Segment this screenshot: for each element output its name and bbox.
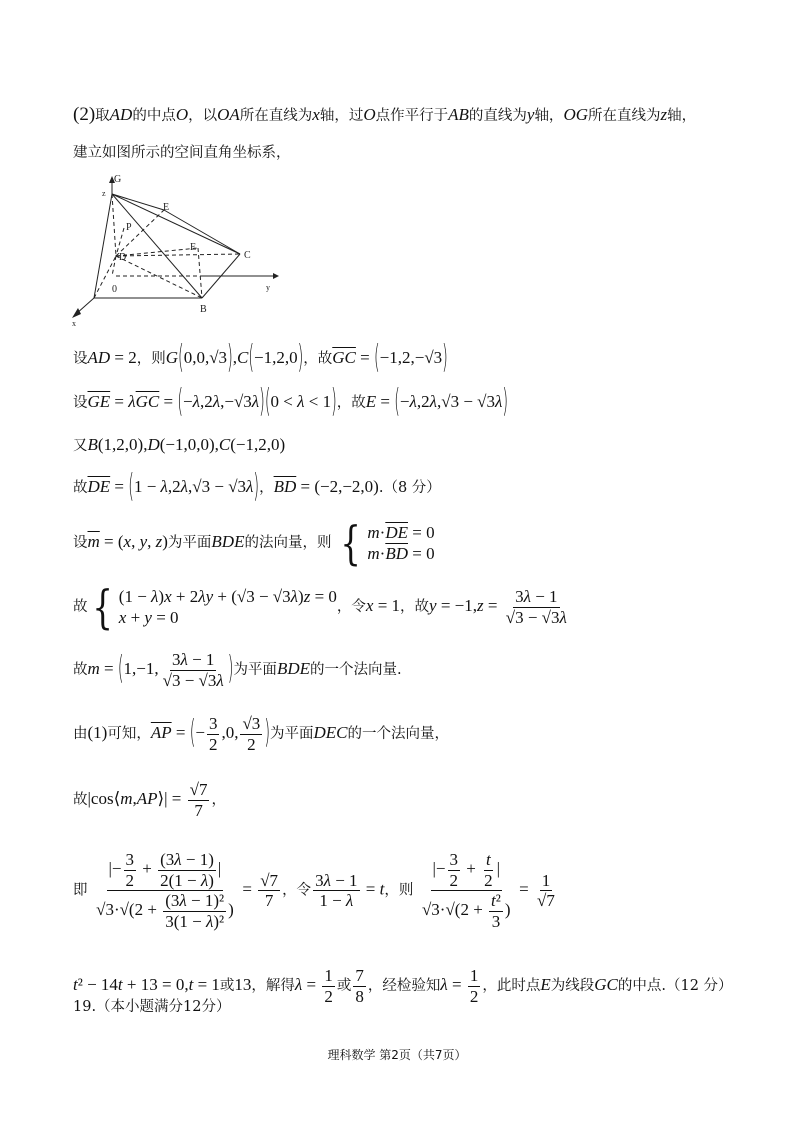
question-19-heading: 19.（本小题满分12分） (73, 999, 231, 1015)
label-y: y (266, 283, 270, 292)
page-footer: 理科数学 第2页（共7页） (327, 1048, 467, 1062)
label-E-top: E (163, 202, 170, 213)
label-x: x (72, 319, 76, 328)
label-B: B (200, 304, 207, 315)
step-8: 由(1)可知，$\overline{AP}$ = (− $\frac{3}{2}$ ,0, $\frac{√3}{2}$ )为平面DEC的一个法向量， (73, 714, 449, 754)
step-10: 即 |− $\frac{3}{2}$ + $\frac{(3\lambda - 1)}{2(1 - \lambda)}$ | √3·√(2 + $\frac{\text{(3λ − 1)²}}{\text{3(1 − λ)²}}$ ) = $\frac{√7}{7}$ ，令 $\frac{3\lambda - 1}{1 - \lambda}$ = t，则 |− $\frac{3}{2}$ + $\frac{t}{2}$ | √3·√(2 + $\frac{\text{t²}}{3}$ ) = $\frac{1}{√7}$ (73, 850, 555, 931)
step-7: 故m = (1,−1, $\frac{3\lambda - 1}{√3 - √3\lambda}$ )为平面BDE的一个法向量. (73, 650, 402, 690)
step-9: 故|cos⟨m,AP⟩| = $\frac{√7}{7}$ ， (73, 780, 226, 820)
step-6: 故 { (1 − λ)x + 2λy + (√3 − √3λ)z = 0 x + y = 0 ，令x = 1，故y = −1,z = $\frac{3\lambda - 1}{√3 - √3\lambda}$ (73, 580, 567, 634)
step-5: 设$\overline{m} = (x$, y, z)为平面BDE的法向量，则 { $m\cdot\overline{DE} = 0$ $m\cdot\overline{BD} = 0$ (73, 516, 435, 570)
label-G: G (114, 174, 122, 185)
label-origin: 0 (112, 284, 117, 295)
label-E: E (190, 242, 197, 253)
label-z: z (102, 189, 106, 198)
step-11: t² − 14t + 13 = 0,t = 1或13，解得λ = $\frac{1}{2}$ 或 $\frac{7}{8}$ ，经检验知λ = $\frac{1}{2}$ ，此时点E为线段GC的中点.（12 分） (73, 966, 733, 1006)
intro-line-1: (2)取AD的中点O，以OA所在直线为x轴，过O点作平行于AB的直线为y轴，OG所在直线为z轴， (73, 104, 697, 125)
step-4: 故$\overline{DE} = (1 - \lambda,2\lambda,√3 - √3\lambda)$，$\overline{BD} = (-2,-2,0).(8$ 分） (73, 469, 441, 506)
step-1: 设AD = 2，则G(0,0,√3),C(−1,2,0)，故$\overline{GC} = (-1,2,-√3)$ (73, 340, 448, 377)
intro-line-2: 建立如图所示的空间直角坐标系， (73, 145, 291, 161)
label-P: P (126, 222, 132, 233)
coordinate-figure (68, 168, 283, 330)
label-C: C (244, 250, 251, 261)
step-3: 又B(1,2,0),D(−1,0,0),C(−1,2,0) (73, 435, 286, 454)
step-2: 设$\overline{GE} = \lambda\overline{GC} = (-\lambda,2\lambda,-√3\lambda)(0 < \lambda < 1)$，故E = (−λ,2λ,√3 − √3λ) (73, 384, 509, 421)
label-D: D (119, 252, 127, 263)
